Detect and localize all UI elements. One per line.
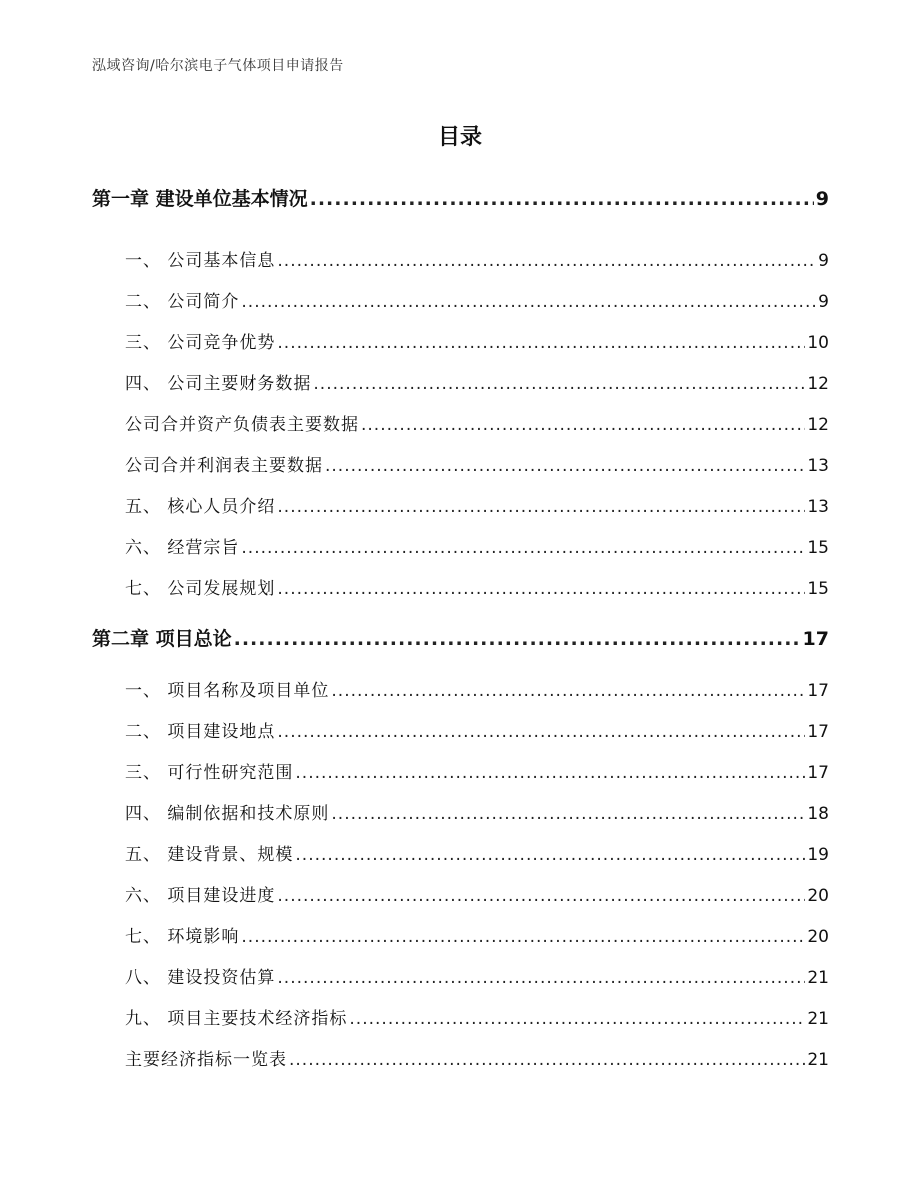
page-header: 泓域咨询/哈尔滨电子气体项目申请报告 <box>92 58 344 74</box>
toc-entry[interactable] <box>125 328 829 353</box>
toc-entry-page: 9 <box>815 188 829 210</box>
dot-leader <box>310 188 814 210</box>
toc-entry-label: 五、 建设背景、规模 <box>125 845 294 865</box>
dot-leader <box>295 845 805 865</box>
toc-entry[interactable] <box>125 369 829 394</box>
toc-entry-label: 九、 项目主要技术经济指标 <box>125 1009 348 1029</box>
toc-entry[interactable] <box>125 881 829 906</box>
dot-leader <box>277 333 805 353</box>
toc-entry-page: 19 <box>807 845 829 865</box>
toc-entry-page: 9 <box>818 251 829 271</box>
toc-entry-label: 公司合并利润表主要数据 <box>125 456 323 476</box>
toc-entry-label: 一、 公司基本信息 <box>125 251 276 271</box>
toc-entry-page: 12 <box>807 415 829 435</box>
dot-leader <box>277 251 816 271</box>
toc-entry-page: 17 <box>807 722 829 742</box>
toc-entry-page: 17 <box>802 628 829 650</box>
toc-entry-chapter[interactable] <box>92 184 829 211</box>
toc-entry-page: 9 <box>818 292 829 312</box>
toc-entry[interactable] <box>125 533 829 558</box>
dot-leader <box>277 886 805 906</box>
toc-entry[interactable] <box>125 410 829 435</box>
toc-entry-label: 三、 公司竞争优势 <box>125 333 276 353</box>
toc-entry[interactable] <box>125 717 829 742</box>
toc-entry-label: 七、 公司发展规划 <box>125 579 276 599</box>
toc-entry[interactable] <box>125 287 829 312</box>
toc-entry-label: 主要经济指标一览表 <box>125 1050 287 1070</box>
toc-entry[interactable] <box>125 451 829 476</box>
toc-entry-label: 第一章 建设单位基本情况 <box>92 188 308 210</box>
toc-entry-label: 七、 环境影响 <box>125 927 240 947</box>
toc-entry[interactable] <box>125 758 829 783</box>
toc-entry-page: 20 <box>807 886 829 906</box>
dot-leader <box>349 1009 805 1029</box>
toc-entry-page: 21 <box>807 1009 829 1029</box>
dot-leader <box>325 456 805 476</box>
toc-entry[interactable] <box>125 799 829 824</box>
dot-leader <box>241 292 816 312</box>
toc-entry-label: 第二章 项目总论 <box>92 628 232 650</box>
dot-leader <box>331 681 805 701</box>
toc-entry-page: 21 <box>807 968 829 988</box>
toc-entry[interactable] <box>125 840 829 865</box>
toc-entry-label: 公司合并资产负债表主要数据 <box>125 415 359 435</box>
dot-leader <box>295 763 805 783</box>
toc-entry-page: 17 <box>807 763 829 783</box>
dot-leader <box>313 374 805 394</box>
toc-entry-label: 三、 可行性研究范围 <box>125 763 294 783</box>
toc-entry[interactable] <box>125 1004 829 1029</box>
toc-entry-chapter[interactable] <box>92 624 829 651</box>
toc-entry-label: 四、 公司主要财务数据 <box>125 374 312 394</box>
toc-entry-label: 八、 建设投资估算 <box>125 968 276 988</box>
dot-leader <box>331 804 805 824</box>
dot-leader <box>277 968 805 988</box>
toc-entry-page: 17 <box>807 681 829 701</box>
toc-entry-label: 六、 经营宗旨 <box>125 538 240 558</box>
dot-leader <box>277 579 805 599</box>
toc-entry-label: 四、 编制依据和技术原则 <box>125 804 330 824</box>
toc-entry-page: 13 <box>807 456 829 476</box>
toc-entry[interactable] <box>125 246 829 271</box>
toc-entry-page: 20 <box>807 927 829 947</box>
dot-leader <box>361 415 805 435</box>
toc-entry-page: 15 <box>807 538 829 558</box>
toc-entry-label: 一、 项目名称及项目单位 <box>125 681 330 701</box>
dot-leader <box>234 628 801 650</box>
dot-leader <box>277 722 805 742</box>
dot-leader <box>289 1050 805 1070</box>
toc-entry[interactable] <box>125 1045 829 1070</box>
toc-entry-page: 13 <box>807 497 829 517</box>
toc-entry[interactable] <box>125 963 829 988</box>
toc-entry-page: 15 <box>807 579 829 599</box>
toc-entry[interactable] <box>125 922 829 947</box>
toc-entry[interactable] <box>125 492 829 517</box>
toc-entry-page: 21 <box>807 1050 829 1070</box>
toc-entry[interactable] <box>125 676 829 701</box>
toc-entry-page: 10 <box>807 333 829 353</box>
toc-entry-label: 二、 项目建设地点 <box>125 722 276 742</box>
toc-entry-label: 五、 核心人员介绍 <box>125 497 276 517</box>
toc-entry-page: 12 <box>807 374 829 394</box>
toc-entry-label: 六、 项目建设进度 <box>125 886 276 906</box>
toc-entry[interactable] <box>125 574 829 599</box>
dot-leader <box>277 497 805 517</box>
dot-leader <box>241 927 805 947</box>
toc-entry-page: 18 <box>807 804 829 824</box>
dot-leader <box>241 538 805 558</box>
toc-title: 目录 <box>437 125 482 150</box>
toc-entry-label: 二、 公司简介 <box>125 292 240 312</box>
